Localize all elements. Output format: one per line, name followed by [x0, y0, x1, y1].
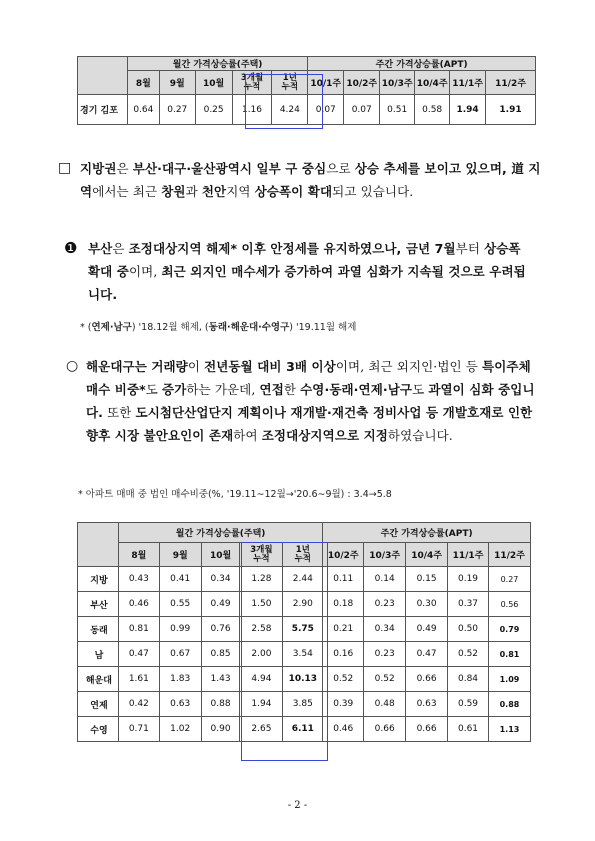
cell: 4.94 [240, 667, 283, 692]
circle-bullet-marker: ○ [66, 358, 79, 374]
cell: 0.52 [364, 667, 406, 692]
col-header: 10월 [201, 543, 240, 567]
col-header: 9월 [159, 543, 201, 567]
cell: 3.85 [283, 692, 323, 717]
cell: 0.52 [448, 642, 489, 667]
cell: 2.65 [240, 717, 283, 742]
table-row [78, 567, 531, 592]
row-label: 지방 [78, 567, 119, 592]
paragraph-busan: 부산은 조정대상지역 해제* 이후 안정세를 유지하였으나, 금년 7월부터 상승폭 확대 중이며, 최근 외지인 매수세가 증가하여 과열 심화가 지속될 것으로 우려됩니다. [88, 241, 526, 302]
cell: 1.13 [488, 717, 530, 742]
col-header: 11/2주 [488, 543, 530, 567]
cell: 0.79 [488, 617, 530, 642]
col-header: 11/1주 [450, 71, 486, 95]
row-label: 연제 [78, 692, 119, 717]
cell: 0.34 [201, 567, 240, 592]
footnote-corporate-share: * 아파트 매매 중 법인 매수비중(%, '19.11∼12월→'20.6∼9월) : 3.4→5.8 [78, 489, 392, 500]
cell: 0.37 [448, 592, 489, 617]
cell: 0.81 [118, 617, 159, 642]
table-header-weekly: 주간 가격상승률(APT) [323, 523, 531, 543]
cell: 0.23 [364, 642, 406, 667]
cell: 0.25 [195, 95, 232, 125]
cell: 0.46 [118, 592, 159, 617]
col-header: 8월 [127, 71, 159, 95]
cell: 0.49 [201, 592, 240, 617]
col-header: 8월 [118, 543, 159, 567]
cell: 3.54 [283, 642, 323, 667]
col-header: 10/2주 [344, 71, 380, 95]
table-row [78, 717, 531, 742]
cell: 1.83 [159, 667, 201, 692]
cell: 0.63 [159, 692, 201, 717]
cell: 0.51 [380, 95, 415, 125]
cell: 0.88 [201, 692, 240, 717]
col-header: 10/2주 [323, 543, 364, 567]
cell: 0.76 [201, 617, 240, 642]
table-header-corner [78, 57, 128, 95]
cell: 0.16 [323, 642, 364, 667]
row-label: 경기 김포 [78, 95, 128, 125]
row-label: 해운대 [78, 667, 119, 692]
table-busan-price-rates [77, 522, 531, 742]
row-label: 남 [78, 642, 119, 667]
cell: 0.66 [364, 717, 406, 742]
paragraph-haeundae: 해운대구는 거래량이 전년동월 대비 3배 이상이며, 최근 외지인·법인 등 특이주체 매수 비중*도 증가하는 가운데, 연접한 수영·동래·연제·남구도 과열이 심화 중입니다. 또한 도시첨단산업단지 계획이나 재개발·재건축 정비사업 등 개발호재로 인한 향후 시장 불안요인이 존재하여 조정대상지역으로 지정하였습니다. [86, 359, 535, 443]
cell: 0.15 [406, 567, 448, 592]
cell: 0.27 [488, 567, 530, 592]
cell: 0.19 [448, 567, 489, 592]
cell: 1.43 [201, 667, 240, 692]
cell: 0.67 [159, 642, 201, 667]
cell: 1.28 [240, 567, 283, 592]
cell: 0.18 [323, 592, 364, 617]
cell: 0.14 [364, 567, 406, 592]
cell: 0.66 [406, 667, 448, 692]
cell: 0.84 [448, 667, 489, 692]
cell: 0.90 [201, 717, 240, 742]
cell: 0.66 [406, 717, 448, 742]
cell: 2.90 [283, 592, 323, 617]
cell: 0.41 [159, 567, 201, 592]
col-header: 10/1주 [308, 71, 344, 95]
cell: 0.55 [159, 592, 201, 617]
cell: 1.91 [486, 95, 536, 125]
cell: 0.50 [448, 617, 489, 642]
col-header: 10월 [195, 71, 232, 95]
row-label: 수영 [78, 717, 119, 742]
cell: 0.59 [448, 692, 489, 717]
cell: 2.58 [240, 617, 283, 642]
cell: 0.47 [118, 642, 159, 667]
cell: 0.27 [159, 95, 195, 125]
table-row [78, 667, 531, 692]
col-header: 11/1주 [448, 543, 489, 567]
cell: 0.49 [406, 617, 448, 642]
number-one-icon: ❶ [64, 239, 78, 257]
cell: 0.07 [308, 95, 344, 125]
cell: 0.47 [406, 642, 448, 667]
col-header: 10/4주 [406, 543, 448, 567]
table-row [78, 642, 531, 667]
col-header: 9월 [159, 71, 195, 95]
col-header-1y: 1년 누적 [272, 71, 308, 95]
cell: 0.43 [118, 567, 159, 592]
cell: 0.61 [448, 717, 489, 742]
cell: 1.61 [118, 667, 159, 692]
cell: 1.94 [450, 95, 486, 125]
col-header-3m: 3개월 누적 [240, 543, 283, 567]
cell: 0.39 [323, 692, 364, 717]
table-header-corner [78, 523, 119, 567]
box-bullet-marker: □ [58, 160, 72, 176]
cell: 0.30 [406, 592, 448, 617]
table-header-monthly: 월간 가격상승률(주택) [127, 57, 307, 71]
col-header-1y: 1년 누적 [283, 543, 323, 567]
table-row [78, 95, 536, 125]
cell: 0.71 [118, 717, 159, 742]
cell: 0.99 [159, 617, 201, 642]
table-row [78, 617, 531, 642]
cell: 2.00 [240, 642, 283, 667]
table-gimpo-price-rates [77, 56, 536, 125]
paragraph-regional-trend: 지방권은 부산·대구·울산광역시 일부 구 중심으로 상승 추세를 보이고 있으며, 道 지역에서는 최근 창원과 천안지역 상승폭이 확대되고 있습니다. [80, 161, 541, 199]
cell: 1.16 [232, 95, 272, 125]
cell: 0.64 [127, 95, 159, 125]
cell: 0.42 [118, 692, 159, 717]
cell: 0.81 [488, 642, 530, 667]
cell: 10.13 [283, 667, 323, 692]
table-header-weekly: 주간 가격상승률(APT) [308, 57, 536, 71]
cell: 0.56 [488, 592, 530, 617]
cell: 0.21 [323, 617, 364, 642]
col-header-3m: 3개월 누적 [232, 71, 272, 95]
cell: 0.85 [201, 642, 240, 667]
cell: 0.48 [364, 692, 406, 717]
col-header: 10/3주 [380, 71, 415, 95]
cell: 0.07 [344, 95, 380, 125]
cell: 0.63 [406, 692, 448, 717]
table-header-monthly: 월간 가격상승률(주택) [118, 523, 322, 543]
cell: 0.23 [364, 592, 406, 617]
cell: 1.02 [159, 717, 201, 742]
cell: 1.94 [240, 692, 283, 717]
col-header: 10/4주 [415, 71, 450, 95]
cell: 0.88 [488, 692, 530, 717]
table-row [78, 692, 531, 717]
row-label: 동래 [78, 617, 119, 642]
cell: 0.52 [323, 667, 364, 692]
cell: 0.46 [323, 717, 364, 742]
col-header: 11/2주 [486, 71, 536, 95]
col-header: 10/3주 [364, 543, 406, 567]
row-label: 부산 [78, 592, 119, 617]
cell: 4.24 [272, 95, 308, 125]
cell: 0.34 [364, 617, 406, 642]
cell: 1.09 [488, 667, 530, 692]
cell: 0.58 [415, 95, 450, 125]
cell: 6.11 [283, 717, 323, 742]
cell: 5.75 [283, 617, 323, 642]
table-row [78, 592, 531, 617]
page-number: - 2 - [287, 800, 308, 811]
cell: 0.11 [323, 567, 364, 592]
cell: 1.50 [240, 592, 283, 617]
cell: 2.44 [283, 567, 323, 592]
footnote-deregulation: * (연제·남구) '18.12월 해제, (동래·해운대·수영구) '19.11월 해제 [80, 322, 357, 333]
